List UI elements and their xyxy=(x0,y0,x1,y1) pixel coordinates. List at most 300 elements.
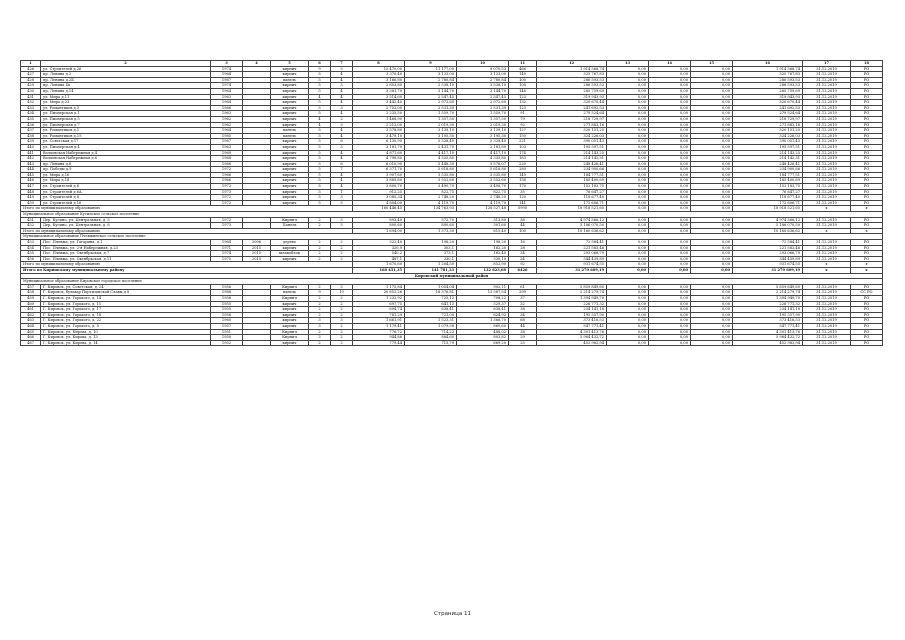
table-cell: 72 584,41 xyxy=(537,240,607,246)
table-cell: 5 xyxy=(309,150,331,156)
table-cell: 226 771,32 xyxy=(537,301,607,307)
subtotal-cell: 0,00 xyxy=(691,228,733,234)
subtotal-cell: 1 694,00 xyxy=(353,228,405,234)
table-cell: 4 301 413,76 xyxy=(537,329,607,335)
table-cell: 2 xyxy=(331,340,353,346)
table-cell: 35 xyxy=(509,189,537,195)
table-cell: кирпич xyxy=(271,72,309,78)
table-cell: 3 xyxy=(309,323,331,329)
column-number-cell: 2 xyxy=(41,61,211,67)
column-number-cell: 4 xyxy=(243,61,271,67)
table-cell: Кирпич xyxy=(271,217,309,223)
table-cell: 2 xyxy=(309,301,331,307)
table-cell: 1987 xyxy=(211,77,243,83)
table-cell: 319 943,93 xyxy=(733,94,803,100)
subtotal-cell: 168 451,35 xyxy=(353,267,405,273)
table-cell: 3 370,40 xyxy=(353,72,405,78)
table-cell: 325 767,83 xyxy=(733,72,803,78)
table-cell: 31.12.2019 xyxy=(803,189,851,195)
table-cell: 3 xyxy=(331,223,353,229)
table-cell: 303,1 xyxy=(405,245,457,251)
table-cell: 3 535,80 xyxy=(457,172,509,178)
table-cell: 444 xyxy=(21,167,41,173)
table-cell: 330,10 xyxy=(457,256,509,262)
table-cell: кирпич xyxy=(271,340,309,346)
table-cell: 912,25 xyxy=(353,189,405,195)
table-cell: шлакоблок xyxy=(271,251,309,257)
table-cell: 5 xyxy=(309,83,331,89)
table-cell: 431 xyxy=(21,94,41,100)
table-cell: 5 xyxy=(309,195,331,201)
table-cell: 5 xyxy=(309,189,331,195)
table-cell: 2 547,45 xyxy=(405,94,457,100)
table-cell: 31.12.2019 xyxy=(803,77,851,83)
table-cell: 0,00 xyxy=(607,256,649,262)
table-cell: 3 490,70 xyxy=(405,184,457,190)
table-cell: 2 531,39 xyxy=(405,105,457,111)
subtotal-cell: 5995 xyxy=(509,206,537,212)
table-cell: РО xyxy=(851,88,883,94)
table-cell: Г. Кировск, ул. Горького, д. 14 xyxy=(41,295,211,301)
table-cell: 1 357,50 xyxy=(405,116,457,122)
table-cell: 170 xyxy=(509,184,537,190)
table-cell: 460 xyxy=(21,301,41,307)
table-cell: 1972 xyxy=(211,200,243,206)
table-cell: 218 729,97 xyxy=(733,116,803,122)
table-cell: 0,00 xyxy=(607,161,649,167)
table-cell: 2 xyxy=(309,284,331,290)
table-cell: 31.12.2019 xyxy=(803,111,851,117)
subtotal-cell: х xyxy=(851,267,883,273)
table-cell: 146 xyxy=(509,88,537,94)
table-cell: РО xyxy=(851,217,883,223)
table-cell: 0,00 xyxy=(691,178,733,184)
table-cell: 4 xyxy=(331,184,353,190)
table-cell: 4 417,10 xyxy=(405,150,457,156)
table-cell: РО xyxy=(851,172,883,178)
table-cell: 4 335,80 xyxy=(405,156,457,162)
subtotal-cell: 1 670,60 xyxy=(353,262,405,268)
table-cell: кирпич xyxy=(271,66,309,72)
table-cell: 3 133,00 xyxy=(405,72,457,78)
table-cell: 1 054,04 xyxy=(405,284,457,290)
table-cell: 427 xyxy=(21,72,41,78)
subtotal-cell: х xyxy=(803,262,851,268)
table-cell: 0,00 xyxy=(607,100,649,106)
table-cell: 0,00 xyxy=(691,301,733,307)
table-cell: 0,00 xyxy=(649,195,691,201)
subtotal-cell: 0,00 xyxy=(649,228,691,234)
table-cell: 441 xyxy=(21,150,41,156)
table-cell: 884,60 xyxy=(405,335,457,341)
table-cell: 7 xyxy=(331,167,353,173)
table-cell: 0,00 xyxy=(607,290,649,296)
table-cell: 4 804,00 xyxy=(353,200,405,206)
table-cell: 2 972,60 xyxy=(405,100,457,106)
table-cell: 214 142,31 xyxy=(537,156,607,162)
table-cell: панель xyxy=(271,133,309,139)
table-cell: пр. Ленина д.2 xyxy=(41,72,211,78)
table-cell: 0,00 xyxy=(691,251,733,257)
table-cell: панель xyxy=(271,128,309,134)
column-number-cell: 5 xyxy=(271,61,309,67)
table-cell: 6 xyxy=(331,161,353,167)
table-cell: 0,00 xyxy=(691,318,733,324)
table-cell: 2 780,84 xyxy=(457,77,509,83)
table-cell: кирпич xyxy=(271,323,309,329)
table-cell: 31.12.2019 xyxy=(803,133,851,139)
table-cell: 31.12.2019 xyxy=(803,178,851,184)
table-cell: 0,00 xyxy=(607,156,649,162)
table-cell: 31.12.2019 xyxy=(803,144,851,150)
table-cell: 6 xyxy=(331,139,353,145)
column-number-cell: 1 xyxy=(21,61,41,67)
table-cell: 0,00 xyxy=(691,167,733,173)
table-cell: 195 557,90 xyxy=(733,312,803,318)
table-cell: 0,00 xyxy=(691,105,733,111)
section-title: Муниципальное образование Пчевжинское сельское поселение xyxy=(21,234,883,240)
table-cell: 320 670,44 xyxy=(537,100,607,106)
district-title: Кировский муниципальный район xyxy=(21,273,883,279)
table-cell: 44 xyxy=(509,223,537,229)
table-cell: 2 019,30 xyxy=(457,122,509,128)
table-cell: 435 xyxy=(21,116,41,122)
table-cell: 715,79 xyxy=(405,340,457,346)
table-cell: 34 xyxy=(509,312,537,318)
column-number-cell: 3 xyxy=(211,61,243,67)
table-cell: 5 618,80 xyxy=(457,167,509,173)
table-cell: 4 119,70 xyxy=(405,200,457,206)
table-cell: 221 583,46 xyxy=(537,245,607,251)
table-cell: 3 166,80 xyxy=(353,77,405,83)
table-cell: 0,00 xyxy=(649,116,691,122)
table-cell: 2 xyxy=(309,251,331,257)
table-cell: 0,00 xyxy=(649,150,691,156)
table-cell: 1951 xyxy=(211,329,243,335)
table-cell: Пос. Пчевжа, ул. Гагарина, д.1 xyxy=(41,240,211,246)
table-cell: кирпич xyxy=(271,139,309,145)
table-cell: 5 xyxy=(309,178,331,184)
subtotal-cell: 6426 xyxy=(509,267,537,273)
table-cell: 5 xyxy=(331,66,353,72)
table-cell: 31.12.2019 xyxy=(803,184,851,190)
table-cell: 426 xyxy=(21,66,41,72)
table-cell: СС РО xyxy=(851,290,883,296)
table-cell: РО xyxy=(851,335,883,341)
table-cell: 0,00 xyxy=(691,184,733,190)
table-cell: 540,2 xyxy=(353,251,405,257)
table-cell: 214 143,25 xyxy=(733,150,803,156)
table-cell: 0,00 xyxy=(649,66,691,72)
table-cell: кирпич xyxy=(271,245,309,251)
table-cell: 2 748,20 xyxy=(405,195,457,201)
table-cell: 4 xyxy=(331,111,353,117)
subtotal-cell: 31 270 609,19 xyxy=(733,267,803,273)
table-cell: 1 079,58 xyxy=(405,323,457,329)
table-cell: 118 677,40 xyxy=(733,195,803,201)
table-cell: 79 xyxy=(509,116,537,122)
table-cell: 2015 xyxy=(243,251,271,257)
table-cell: 0,00 xyxy=(607,318,649,324)
table-cell: 31.12.2019 xyxy=(803,139,851,145)
table-cell: 3 479,10 xyxy=(353,133,405,139)
table-cell: 0,00 xyxy=(649,307,691,313)
table-cell: 0,00 xyxy=(649,88,691,94)
table-cell: ул. Мира д.18 xyxy=(41,178,211,184)
table-cell: 0,00 xyxy=(691,111,733,117)
table-cell: ул. Пионерская д.4 xyxy=(41,144,211,150)
table-cell: 5 186 070,50 xyxy=(733,223,803,229)
table-cell: 529,37 xyxy=(457,301,509,307)
table-cell: 5 328,40 xyxy=(457,139,509,145)
table-cell: 0,00 xyxy=(691,144,733,150)
table-cell: 0,00 xyxy=(607,329,649,335)
table-cell: 5 186 070,50 xyxy=(537,223,607,229)
table-cell: 5 964 432,72 xyxy=(537,335,607,341)
table-cell: РО xyxy=(851,116,883,122)
subtotal-cell: 10 160 636,62 xyxy=(733,228,803,234)
table-cell: 5 328,40 xyxy=(405,139,457,145)
table-cell: 152 183,75 xyxy=(733,184,803,190)
table-cell: 0,00 xyxy=(607,105,649,111)
table-cell: 0,00 xyxy=(691,161,733,167)
subtotal-cell: 18 918 521,65 xyxy=(733,206,803,212)
table-cell: 6 130,90 xyxy=(353,139,405,145)
subtotal-cell: 10 160 636,62 xyxy=(537,228,607,234)
table-cell: 1968 xyxy=(211,156,243,162)
table-cell: 434 xyxy=(21,111,41,117)
table-cell: 2 xyxy=(309,256,331,262)
table-cell: 31.12.2019 xyxy=(803,83,851,89)
table-cell: 0,00 xyxy=(649,256,691,262)
table-cell: 390 051,43 xyxy=(733,139,803,145)
table-cell: 2 xyxy=(309,307,331,313)
table-cell: 0,00 xyxy=(607,88,649,94)
table-cell: 0,00 xyxy=(649,295,691,301)
table-cell: 2 431,70 xyxy=(405,144,457,150)
table-cell: 443 xyxy=(21,161,41,167)
table-cell: 20 852,26 xyxy=(353,290,405,296)
table-cell: Кирпич xyxy=(271,295,309,301)
table-cell: 1956 xyxy=(211,284,243,290)
table-cell: 2 xyxy=(309,340,331,346)
column-number-cell: 8 xyxy=(353,61,405,67)
table-cell: 1975 xyxy=(211,256,243,262)
section-title: Муниципальное образование Кировское городское поселение xyxy=(21,279,883,285)
table-cell: 0,00 xyxy=(691,156,733,162)
table-cell: 725,12 xyxy=(405,295,457,301)
table-cell: 1 559,70 xyxy=(405,111,457,117)
table-cell: пр. Ленина д.2Б xyxy=(41,77,211,83)
table-cell: 1973 xyxy=(211,223,243,229)
table-cell: 344 439,89 xyxy=(733,256,803,262)
table-cell: 5 xyxy=(309,144,331,150)
table-cell: 31.12.2019 xyxy=(803,150,851,156)
table-cell: 455 xyxy=(21,251,41,257)
table-cell: 0,00 xyxy=(649,323,691,329)
table-cell: 1967 xyxy=(211,139,243,145)
table-cell: 0,00 xyxy=(649,128,691,134)
table-cell: 3 800,70 xyxy=(353,184,405,190)
column-number-cell: 17 xyxy=(803,61,851,67)
subtotal-cell: х xyxy=(803,228,851,234)
table-cell: 31.12.2019 xyxy=(803,245,851,251)
table-cell: кирпич xyxy=(271,144,309,150)
subtotal-cell: 92 xyxy=(509,262,537,268)
table-cell: РО xyxy=(851,100,883,106)
table-cell: 638,41 xyxy=(405,307,457,313)
table-cell: 0,00 xyxy=(607,251,649,257)
table-cell: 3 181,70 xyxy=(353,144,405,150)
table-cell: 3 139,10 xyxy=(457,128,509,134)
table-cell: кирпич xyxy=(271,312,309,318)
table-cell: 4 xyxy=(331,72,353,78)
table-cell: 38 xyxy=(509,329,537,335)
column-number-cell: 10 xyxy=(457,61,509,67)
table-cell: 4 xyxy=(309,94,331,100)
table-cell: 0,00 xyxy=(607,312,649,318)
table-cell: 183 xyxy=(509,156,537,162)
table-cell: 3 490,70 xyxy=(457,184,509,190)
table-cell: 2 752,00 xyxy=(353,105,405,111)
table-cell: РО xyxy=(851,200,883,206)
table-cell: РО xyxy=(851,111,883,117)
table-cell: РО xyxy=(851,184,883,190)
table-cell: кирпич xyxy=(271,161,309,167)
table-cell: 2 xyxy=(309,295,331,301)
table-cell: 3 xyxy=(331,105,353,111)
table-cell: 18 376,81 xyxy=(405,290,457,296)
table-cell: кирпич xyxy=(271,172,309,178)
subtotal-label: Итого по муниципальному образованию xyxy=(21,206,353,212)
table-cell: 0,00 xyxy=(607,200,649,206)
table-cell: 0,00 xyxy=(649,111,691,117)
table-cell: 442 xyxy=(21,156,41,162)
table-cell: 0,00 xyxy=(607,66,649,72)
subtotal-cell: 31 270 609,19 xyxy=(537,267,607,273)
table-cell: 5 xyxy=(309,133,331,139)
table-cell: 1963 xyxy=(211,144,243,150)
table-cell: 226 771,32 xyxy=(733,301,803,307)
table-cell: 2 xyxy=(331,240,353,246)
table-cell: 2 235,50 xyxy=(353,111,405,117)
table-cell: Г. Кировск, ул. Горького, д. 15 xyxy=(41,301,211,307)
table-cell: 3 552,60 xyxy=(405,178,457,184)
table-cell: 1963 xyxy=(211,94,243,100)
table-cell: 271 883,16 xyxy=(537,122,607,128)
table-cell: 2006 xyxy=(243,240,271,246)
table-cell: 2015 xyxy=(243,256,271,262)
table-cell: 325 767,83 xyxy=(537,72,607,78)
table-cell: 5 xyxy=(309,161,331,167)
table-cell: 0,00 xyxy=(691,66,733,72)
table-cell: 1972 xyxy=(211,195,243,201)
table-cell: 0,00 xyxy=(607,72,649,78)
table-cell: 0,00 xyxy=(649,83,691,89)
table-cell: 3 xyxy=(331,318,353,324)
table-cell: 1966 xyxy=(211,172,243,178)
table-cell: 5 xyxy=(309,156,331,162)
table-cell: 248 426,41 xyxy=(537,161,607,167)
table-cell: 0,00 xyxy=(691,290,733,296)
table-cell: 0,00 xyxy=(691,128,733,134)
table-cell: кирпич xyxy=(271,189,309,195)
table-cell: 800,60 xyxy=(353,223,405,229)
table-cell: РО xyxy=(851,329,883,335)
table-cell: 31.12.2019 xyxy=(803,301,851,307)
table-cell: 2 019,30 xyxy=(405,122,457,128)
table-cell: 800,60 xyxy=(405,223,457,229)
table-cell: 0,00 xyxy=(649,200,691,206)
table-cell: 5 618,80 xyxy=(405,167,457,173)
table-cell: 0,00 xyxy=(649,167,691,173)
table-cell: 31.12.2019 xyxy=(803,240,851,246)
table-cell: 438 xyxy=(21,133,41,139)
table-cell: 3 381,70 xyxy=(353,88,405,94)
table-cell: 2 xyxy=(331,256,353,262)
table-cell: пр. Ленина 4а xyxy=(41,83,211,89)
table-cell: 0,00 xyxy=(607,111,649,117)
table-cell: 1955 xyxy=(211,307,243,313)
table-cell: 322,40 xyxy=(353,240,405,246)
table-cell: 0,00 xyxy=(649,301,691,307)
table-cell: 221 583,46 xyxy=(733,245,803,251)
subtotal-label: Итого по муниципальному образованию xyxy=(21,262,353,268)
table-cell: 5 964 432,72 xyxy=(733,335,803,341)
table-cell: 2 xyxy=(309,245,331,251)
table-cell: 0,00 xyxy=(691,329,733,335)
table-cell: 2 xyxy=(309,329,331,335)
table-cell: 6 371,70 xyxy=(353,167,405,173)
table-cell: 0,00 xyxy=(691,172,733,178)
table-cell: 2 xyxy=(331,295,353,301)
table-cell: 464 xyxy=(21,323,41,329)
table-cell: 158 xyxy=(509,178,537,184)
table-cell: 31.12.2019 xyxy=(803,335,851,341)
table-cell: 1972 xyxy=(211,184,243,190)
table-cell: 822,75 xyxy=(405,189,457,195)
table-cell: 0,00 xyxy=(691,223,733,229)
subtotal-cell: 134 763,93 xyxy=(405,206,457,212)
table-cell: 373 416,53 xyxy=(733,318,803,324)
table-cell: 1964 xyxy=(211,72,243,78)
table-cell: 0,00 xyxy=(607,83,649,89)
table-cell: 0,00 xyxy=(649,178,691,184)
table-cell: 0,00 xyxy=(691,195,733,201)
table-cell: 9 xyxy=(309,66,331,72)
table-cell: 0,00 xyxy=(649,217,691,223)
table-cell: Г. Кировск, ул. Кирова, д. 10 xyxy=(41,329,211,335)
table-cell: 5 448,30 xyxy=(405,161,457,167)
table-cell: 0,00 xyxy=(691,88,733,94)
table-cell: 289 xyxy=(509,167,537,173)
table-cell: 0,00 xyxy=(691,284,733,290)
table-cell: 669,20 xyxy=(457,340,509,346)
table-cell: 0,00 xyxy=(649,105,691,111)
table-cell: 0,00 xyxy=(691,256,733,262)
table-cell: 0,00 xyxy=(607,167,649,173)
table-cell: 436 xyxy=(21,122,41,128)
page-footer: Страница 11 xyxy=(434,611,471,617)
column-number-cell: 15 xyxy=(691,61,733,67)
table-cell: РО xyxy=(851,139,883,145)
table-cell: 3 xyxy=(309,335,331,341)
table-cell: ул. Строителей д.26 xyxy=(41,66,211,72)
table-cell: РО xyxy=(851,340,883,346)
table-cell: 0,00 xyxy=(649,240,691,246)
table-cell: 3 195,30 xyxy=(405,133,457,139)
table-cell: ул. Мира д.16 xyxy=(41,172,211,178)
